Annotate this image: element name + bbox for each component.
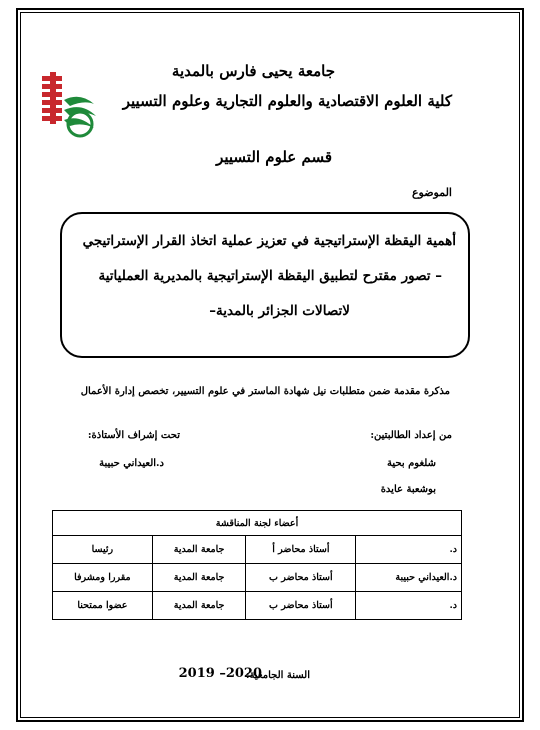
university-logo-icon [40,70,98,142]
jury-member-name: د. [356,536,462,564]
jury-member-rank: أستاذ محاضر أ [246,536,356,564]
jury-member-institution: جامعة المدية [152,564,246,592]
table-row [53,564,462,592]
jury-member-name: د.العيداني حبيبة [356,564,462,592]
students-label: من إعداد الطالبتين: [370,430,452,441]
faculty-name: كلية العلوم الاقتصادية والعلوم التجارية وعلوم التسيير [122,92,452,110]
jury-member-institution: جامعة المدية [152,536,246,564]
jury-table-header [53,511,462,536]
jury-member-role: عضوا ممتحنا [53,592,153,620]
department-name: قسم علوم التسيير [216,148,332,166]
jury-table [52,510,462,620]
title-line-1: أهمية اليقظة الإستراتيجية في تعزيز عملية اتخاذ القرار الإستراتيجي [82,233,456,249]
table-row [53,592,462,620]
student-name: شلغوم بحية [387,458,436,469]
memo-statement: مذكرة مقدمة ضمن متطلبات نيل شهادة الماستر في علوم التسيير، تخصص إدارة الأعمال [80,386,450,397]
student-name: بوشعبة عايدة [380,484,436,495]
title-line-3: لاتصالات الجزائر بالمدية– [209,303,350,319]
supervisor-name: د.العيداني حبيبة [99,458,164,469]
academic-year-value: 2019 –2020 [178,666,262,681]
jury-title: أعضاء لجنة المناقشة [53,511,462,536]
table-row [53,536,462,564]
jury-member-name: د. [356,592,462,620]
jury-member-role: مقررا ومشرفا [53,564,153,592]
jury-member-institution: جامعة المدية [152,592,246,620]
title-line-2: – تصور مقترح لتطبيق اليقظة الإستراتيجية بالمديرية العملياتية [98,268,442,284]
jury-member-rank: أستاذ محاضر ب [246,592,356,620]
university-name: جامعة يحيى فارس بالمدية [171,62,335,80]
supervision-label: تحت إشراف الأستاذة: [87,430,180,441]
subject-label: الموضوع [411,186,452,199]
academic-year-label: السنة الجامعية: [245,670,310,681]
jury-member-rank: أستاذ محاضر ب [246,564,356,592]
jury-member-role: رئيسا [53,536,153,564]
